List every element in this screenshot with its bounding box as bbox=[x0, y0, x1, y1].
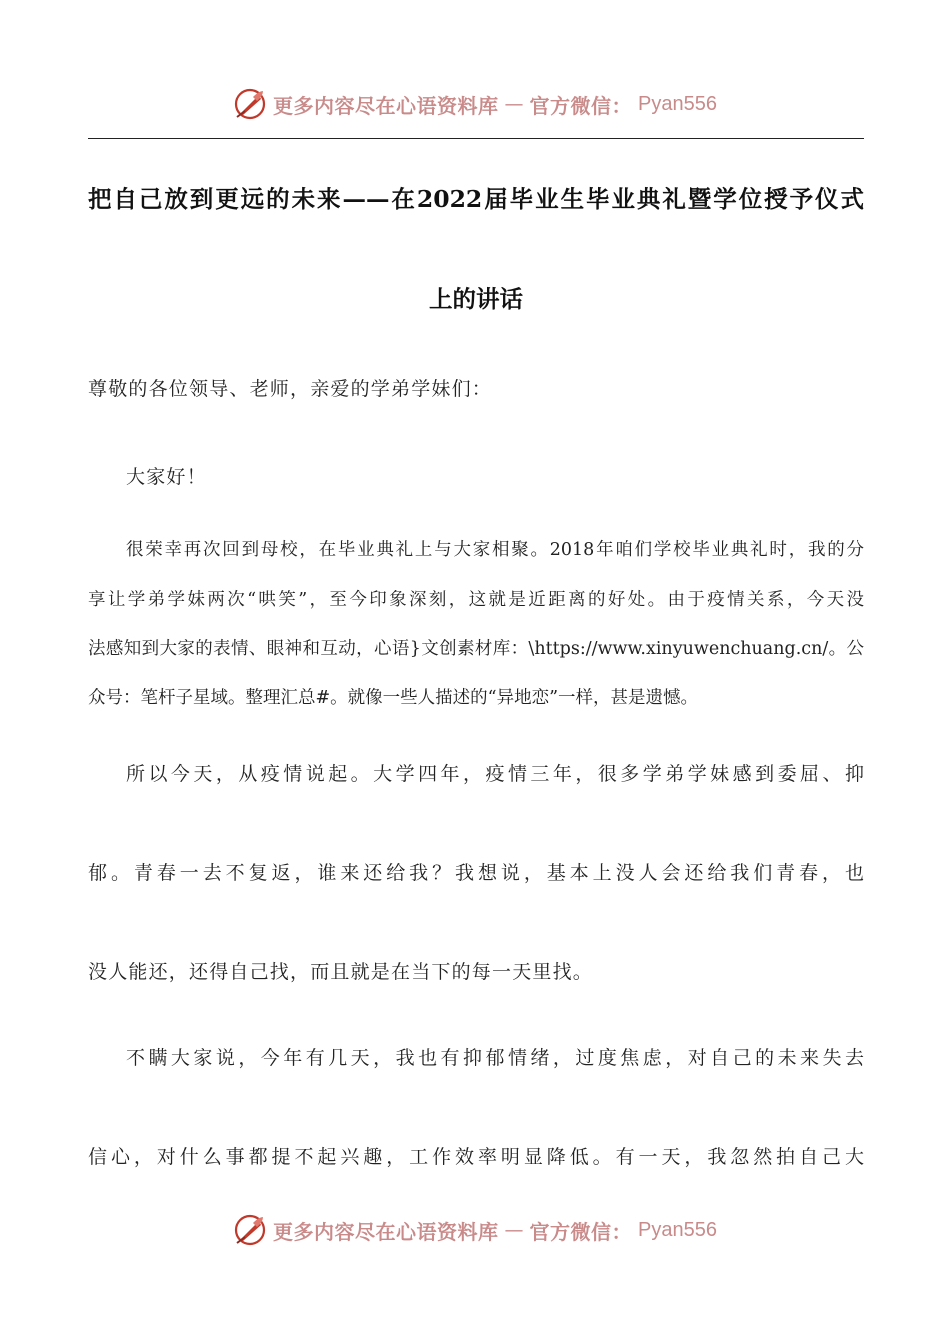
salutation: 尊敬的各位领导、老师，亲爱的学弟学妹们： bbox=[88, 378, 493, 400]
quill-logo-icon bbox=[233, 87, 267, 121]
document-title-line-1: 把自己放到更远的未来——在2022届毕业生毕业典礼暨学位授予仪式 bbox=[88, 185, 864, 213]
header-watermark bbox=[0, 84, 950, 124]
watermark-wechat-id: Pyan556 bbox=[638, 1218, 717, 1241]
watermark-separator: — bbox=[504, 93, 524, 115]
footer-watermark bbox=[0, 1210, 950, 1250]
paragraph-1-line: 法感知到大家的表情、眼神和互动，心语}文创素材库：\https://www.xinyuwenchuang.cn/。公 bbox=[88, 639, 864, 659]
paragraph-1-line: 很荣幸再次回到母校，在毕业典礼上与大家相聚。2018年咱们学校毕业典礼时，我的分 bbox=[126, 540, 864, 560]
watermark-separator: — bbox=[504, 1219, 524, 1241]
watermark-official-label: 官方微信： bbox=[529, 1219, 633, 1244]
watermark-text: 更多内容尽在心语资料库 bbox=[273, 93, 499, 118]
paragraph-2-line: 郁。青春一去不复返，谁来还给我？我想说，基本上没人会还给我们青春，也 bbox=[88, 862, 864, 884]
paragraph-1-line: 享让学弟学妹两次“哄笑”，至今印象深刻，这就是近距离的好处。由于疫情关系，今天没 bbox=[88, 590, 864, 610]
paragraph-3-line: 信心，对什么事都提不起兴趣，工作效率明显降低。有一天，我忽然拍自己大 bbox=[88, 1146, 864, 1168]
paragraph-2-line: 所以今天，从疫情说起。大学四年，疫情三年，很多学弟学妹感到委屈、抑 bbox=[126, 763, 864, 785]
quill-logo-icon bbox=[233, 1213, 267, 1247]
document-title-line-2: 上的讲话 bbox=[429, 285, 523, 313]
paragraph-2-line: 没人能还，还得自己找，而且就是在当下的每一天里找。 bbox=[88, 961, 594, 983]
greeting: 大家好！ bbox=[126, 466, 207, 488]
header-divider bbox=[88, 138, 864, 139]
paragraph-3-line: 不瞒大家说，今年有几天，我也有抑郁情绪，过度焦虑，对自己的未来失去 bbox=[126, 1047, 864, 1069]
watermark-official-label: 官方微信： bbox=[529, 93, 633, 118]
watermark-wechat-id: Pyan556 bbox=[638, 92, 717, 115]
watermark-text: 更多内容尽在心语资料库 bbox=[273, 1219, 499, 1244]
paragraph-1-line: 众号：笔杆子星域。整理汇总#。就像一些人描述的“异地恋”一样，甚是遗憾。 bbox=[88, 688, 699, 708]
